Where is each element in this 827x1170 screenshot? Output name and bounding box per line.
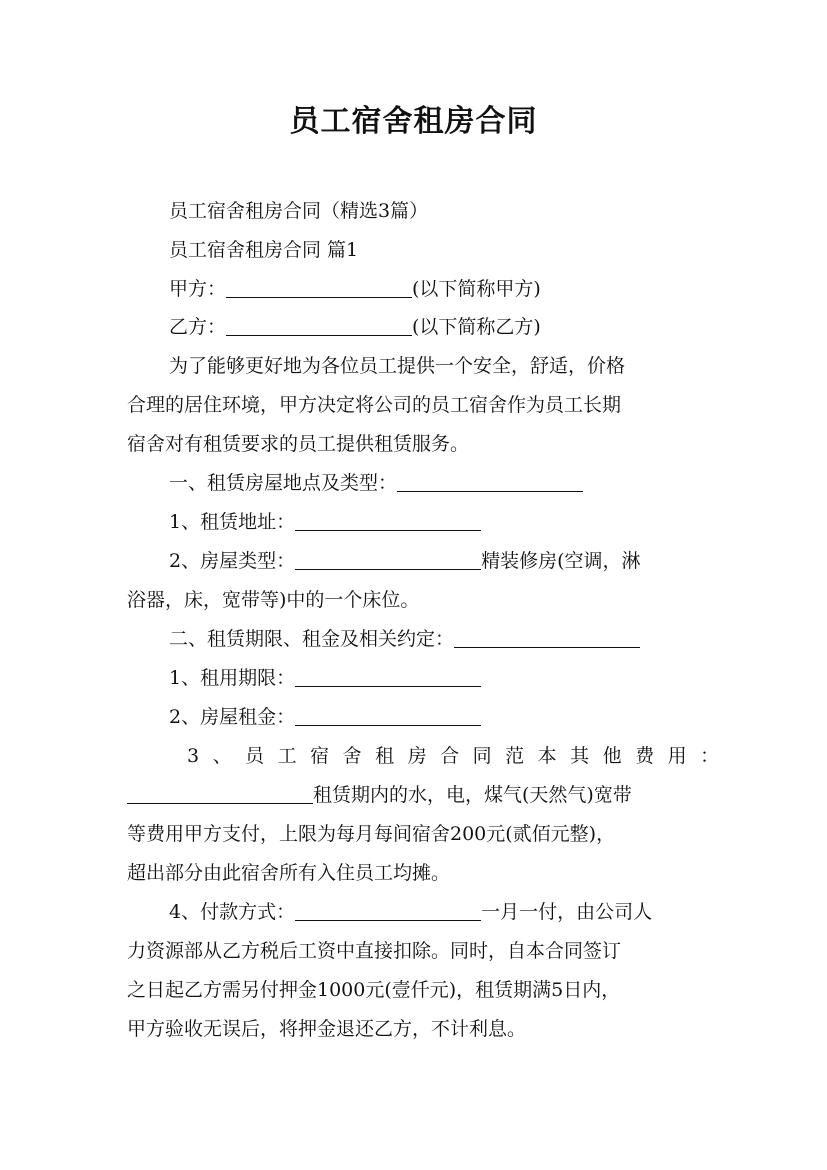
- item-2-4-tail: 一月一付，由公司人: [481, 901, 653, 923]
- item-2-1-blank: [295, 666, 481, 687]
- section-2-heading: [169, 627, 769, 651]
- item-1-2-label: 2、房屋类型：: [169, 550, 296, 572]
- item-2-3-label: 3、员工宿舍租房合同范本其他费用：: [187, 745, 733, 767]
- party-a-label: 甲方：: [169, 278, 227, 300]
- party-b-suffix: (以下简称乙方): [412, 316, 541, 338]
- item-1-2-blank: [295, 549, 481, 570]
- item-1-1-label: 1、租赁地址：: [169, 511, 296, 533]
- section-1-heading: [169, 471, 769, 495]
- item-2-4: [169, 900, 769, 924]
- item-2-4-line-2: 力资源部从乙方税后工资中直接扣除。同时，自本合同签订: [127, 940, 622, 962]
- item-2-1-label: 1、租用期限：: [169, 667, 296, 689]
- chapter-heading: 员工宿舍租房合同 篇1: [169, 239, 359, 261]
- item-1-1: [169, 510, 769, 534]
- item-2-4-line-3: 之日起乙方需另付押金1000元(壹仟元)，租赁期满5日内，: [127, 979, 621, 1001]
- party-a-line: [169, 277, 769, 301]
- document-title: 员工宿舍租房合同: [289, 104, 538, 139]
- item-2-4-label: 4、付款方式：: [169, 901, 296, 923]
- intro-line-1: 为了能够更好地为各位员工提供一个安全，舒适，价格: [169, 355, 626, 377]
- party-a-suffix: (以下简称甲方): [412, 278, 541, 300]
- section-1-label: 一、租赁房屋地点及类型：: [169, 472, 398, 494]
- item-1-1-blank: [295, 510, 481, 531]
- section-2-label: 二、租赁期限、租金及相关约定：: [169, 628, 455, 650]
- item-2-2-label: 2、房屋租金：: [169, 706, 296, 728]
- item-2-3-tail: 租赁期内的水，电，煤气(天然气)宽带: [313, 784, 632, 806]
- item-2-4-line-4: 甲方验收无误后，将押金退还乙方，不计利息。: [127, 1018, 527, 1040]
- intro-line-2: 合理的居住环境，甲方决定将公司的员工宿舍作为员工长期: [127, 394, 622, 416]
- item-2-1: [169, 666, 769, 690]
- section-2-blank: [454, 627, 640, 648]
- section-1-blank: [397, 471, 583, 492]
- party-b-label: 乙方：: [169, 316, 227, 338]
- item-2-3-line-2: [127, 783, 727, 807]
- item-2-3-line-4: 超出部分由此宿舍所有入住员工均摊。: [127, 862, 451, 884]
- item-2-2: [169, 705, 769, 729]
- item-2-3-line-3: 等费用甲方支付，上限为每月每间宿舍200元(贰佰元整)，: [127, 823, 616, 845]
- item-2-3-blank: [127, 783, 313, 804]
- party-b-line: [169, 315, 769, 339]
- item-2-2-blank: [295, 705, 481, 726]
- item-1-2: [169, 549, 769, 573]
- item-1-2-tail: 精装修房(空调，淋: [481, 550, 641, 572]
- party-a-blank: [226, 277, 412, 298]
- intro-line-3: 宿舍对有租赁要求的员工提供租赁服务。: [127, 433, 470, 455]
- item-1-2-continued: 浴器，床，宽带等)中的一个床位。: [127, 589, 420, 611]
- document-subtitle: 员工宿舍租房合同（精选3篇）: [169, 200, 429, 222]
- party-b-blank: [226, 315, 412, 336]
- item-2-4-blank: [295, 900, 481, 921]
